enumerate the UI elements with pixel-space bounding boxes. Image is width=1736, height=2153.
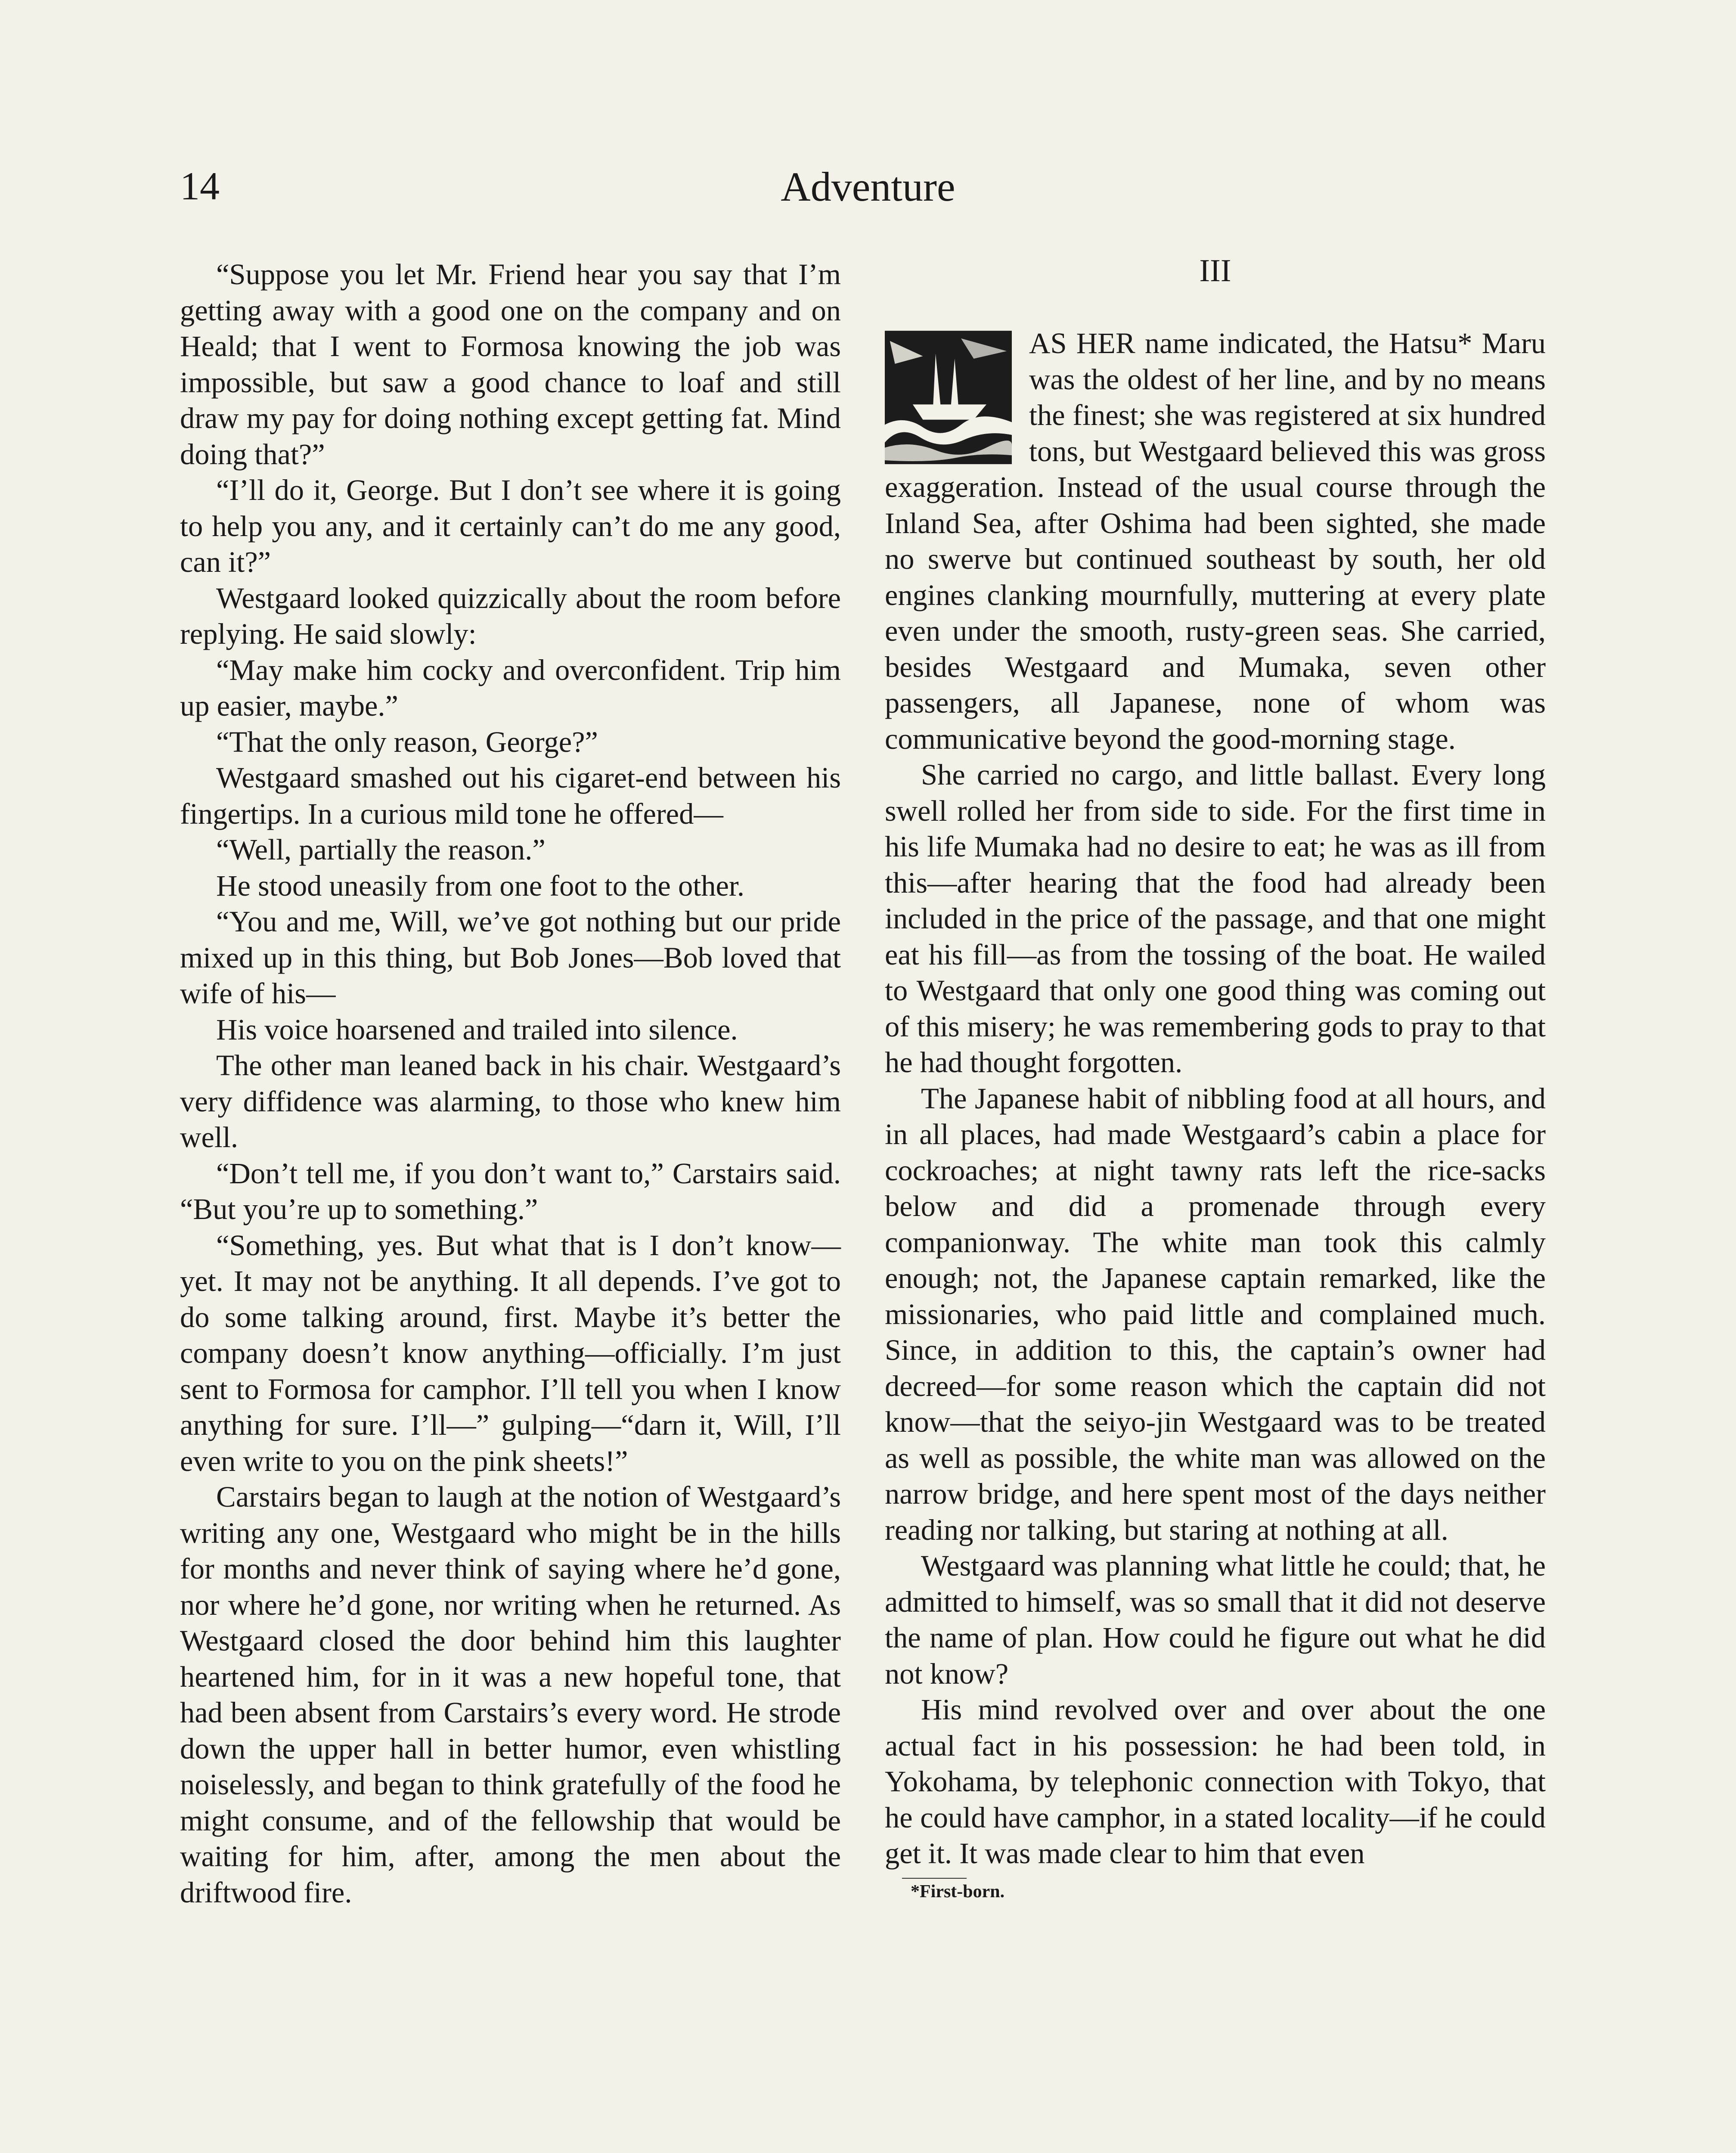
ship-at-sea-illustration-icon [885, 331, 1012, 464]
paragraph: Westgaard looked quizzically about the room before replying. He said slowly: [180, 581, 841, 650]
paragraph: “Something, yes. But what that is I don’t know—yet. It may not be anything. It all depends. I’ve got to do some talking around, first. Maybe it’s better the company doesn’t know anything—officially. I’m just sent to Formosa for camphor. I’ll tell you when I know anything for sure. I’ll—” gulping—“darn it, Will, I’ll even write to you on the pink sheets!” [180, 1229, 841, 1477]
paragraph: The Japanese habit of nibbling food at all hours, and in all places, had made Westgaard’s cabin a place for cockroaches; at night tawny rats left the rice-sacks below and did a promenade through every companionway. The white man took this calmly enough; not, the Japanese captain remarked, like the missionaries, who paid little and complained much. Since, in addition to this, the captain’s owner had decreed—for some reason which the captain did not know—that the seiyo-jin Westgaard was to be treated as well as possible, the white man was allowed on the narrow bridge, and here spent most of the days neither reading nor talking, but staring at nothing at all. [885, 1082, 1546, 1546]
paragraph: “That the only reason, George?” [216, 725, 598, 758]
paragraph: “May make him cocky and overconfident. Trip him up easier, maybe.” [180, 653, 841, 722]
paragraph: “Well, partially the reason.” [216, 833, 546, 866]
paragraph: “You and me, Will, we’ve got nothing but our pride mixed up in this thing, but Bob Jones—Bob loved that wife of his— [180, 905, 841, 1010]
page-number: 14 [180, 164, 220, 208]
paragraph: “Don’t tell me, if you don’t want to,” Carstairs said. “But you’re up to something.” [180, 1157, 841, 1225]
paragraph: “Suppose you let Mr. Friend hear you say that I’m getting away with a good one on the company and on Heald; that I went to Formosa knowing the job was impossible, but saw a good chance to loaf and still draw my pay for doing nothing except getting fat. Mind doing that?” [180, 258, 841, 471]
paragraph: Carstairs began to laugh at the notion of Westgaard’s writing any one, Westgaard who might be in the hills for months and never think of saying where he’d gone, nor where he’d gone, nor writing when he returned. As Westgaard closed the door behind him this laughter heartened him, for in it was a new hopeful tone, that had been absent from Carstairs’s every word. He strode down the upper hall in better humor, even whistling noiselessly, and began to think gratefully of the food he might consume, and of the fellowship that would be waiting for him, after, among the men about the driftwood fire. [180, 1480, 841, 1909]
paragraph: He stood uneasily from one foot to the other. [216, 869, 745, 902]
paragraph: “I’ll do it, George. But I don’t see where it is going to help you any, and it certainly can’t do me any good, can it?” [180, 474, 841, 578]
paragraph: She carried no cargo, and little ballast. Every long swell rolled her from side to side. For the first time in his life Mumaka had no desire to eat; he was as ill from this—after hearing that the food had already been included in the price of the passage, and that one might eat his fill—as from the tossing of the boat. He wailed to Westgaard that only one good thing was coming out of this misery; he was remembering gods to pray to that he had thought forgotten. [885, 758, 1546, 1079]
paragraph: Westgaard was planning what little he could; that, he admitted to himself, was so small that it did not deserve the name of plan. How could he figure out what he did not know? [885, 1549, 1546, 1690]
paragraph: Westgaard smashed out his cigaret-end between his fingertips. In a curious mild tone he offered— [180, 761, 841, 830]
paragraph: AS HER name indicated, the Hatsu* Maru was the oldest of her line, and by no means the finest; she was registered at six hundred tons, but Westgaard believed this was gross exaggeration. Instead of the usual course through the Inland Sea, after Oshima had been sighted, she made no swerve but continued southeast by south, her old engines clanking mournfully, muttering at every plate even under the smooth, rusty-green seas. She carried, besides Westgaard and Mumaka, seven other passengers, all Japanese, none of whom was communicative beyond the good-morning stage. [885, 327, 1546, 755]
running-head-title: Adventure [781, 164, 955, 210]
right-text-column [885, 253, 1546, 1905]
paragraph: The other man leaned back in his chair. Westgaard’s very diffidence was alarming, to those who knew him well. [180, 1049, 841, 1154]
paragraph: His mind revolved over and over about the one actual fact in his possession: he had been told, in Yokohama, by telephonic connection with Tokyo, that he could have camphor, in a stated locality—if he could get it. It was made clear to him that even [885, 1693, 1546, 1870]
footnote: *First-born. [911, 1881, 1005, 1902]
left-text-column [180, 257, 841, 1911]
section-heading: III [1199, 253, 1231, 289]
paragraph: His voice hoarsened and trailed into silence. [216, 1013, 738, 1046]
